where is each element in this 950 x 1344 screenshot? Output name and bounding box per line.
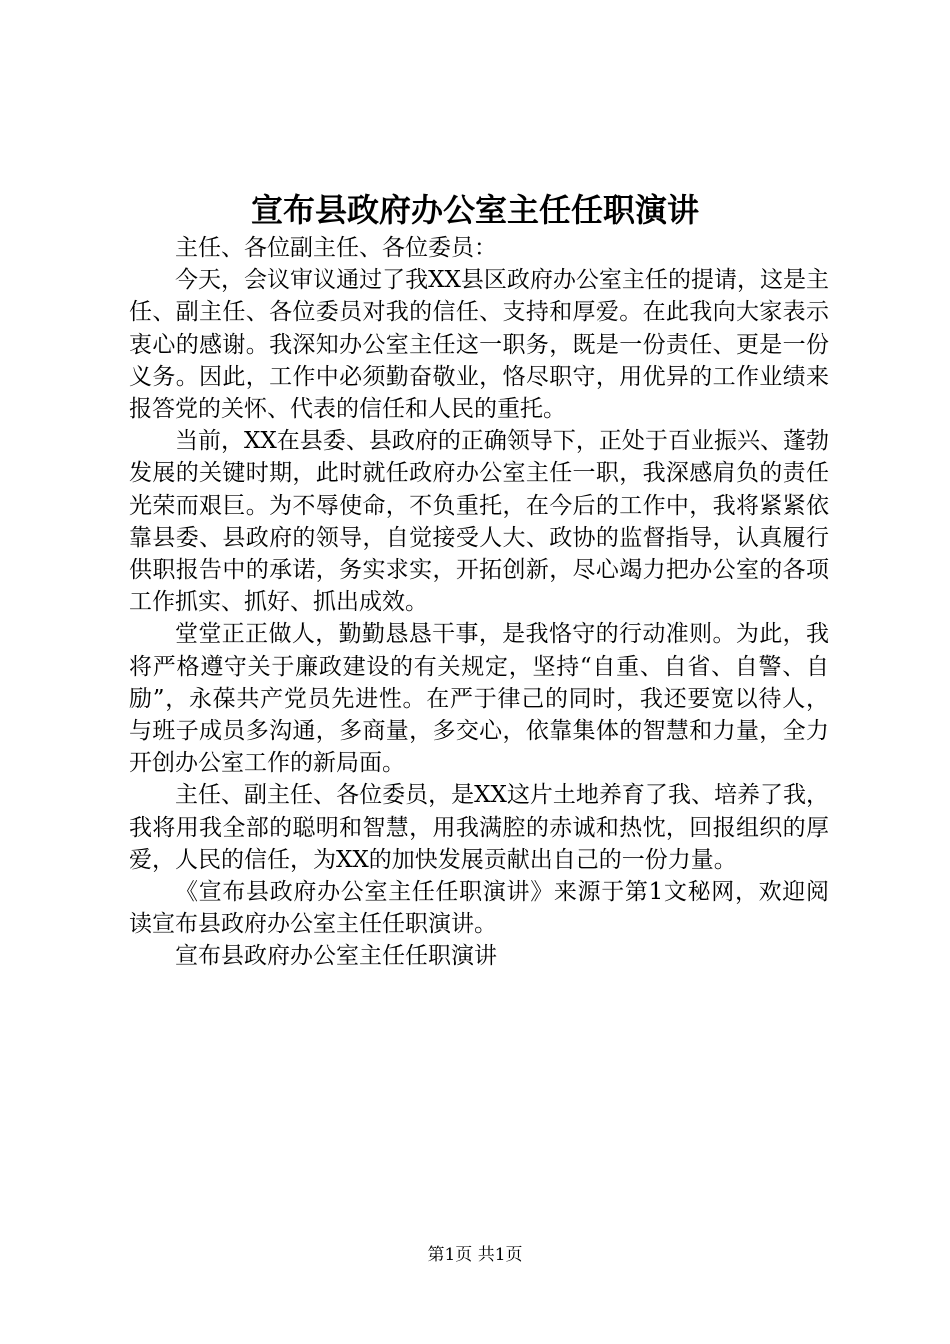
page-footer: 第1页 共1页 <box>427 1245 523 1265</box>
body-paragraph: 当前，XX在县委、县政府的正确领导下，正处于百业振兴、蓬勃发展的关键时期，此时就任政府办公室主任一职，我深感肩负的责任光荣而艰巨。为不辱使命，不负重托，在今后的工作中，我将紧紧依靠县委、县政府的领导，自觉接受人大、政协的监督指导，认真履行供职报告中的承诺，务实求实，开拓创新，尽心竭力把办公室的各项工作抓实、抓好、抓出成效。 <box>129 428 829 616</box>
closing-title-paragraph: 宣布县政府办公室主任任职演讲 <box>175 943 497 970</box>
source-note-paragraph: 《宣布县政府办公室主任任职演讲》来源于第1文秘网，欢迎阅读宣布县政府办公室主任任职演讲。 <box>129 879 829 938</box>
document-title: 宣布县政府办公室主任任职演讲 <box>250 191 699 229</box>
body-paragraph: 主任、副主任、各位委员，是XX这片土地养育了我、培养了我，我将用我全部的聪明和智慧，用我满腔的赤诚和热忱，回报组织的厚爱，人民的信任，为XX的加快发展贡献出自己的一份力量。 <box>129 782 829 873</box>
body-paragraph: 今天，会议审议通过了我XX县区政府办公室主任的提请，这是主任、副主任、各位委员对我的信任、支持和厚爱。在此我向大家表示衷心的感谢。我深知办公室主任这一职务，既是一份责任、更是一份义务。因此，工作中必须勤奋敬业，恪尽职守，用优异的工作业绩来报答党的关怀、代表的信任和人民的重托。 <box>129 267 829 423</box>
document-body <box>129 232 829 973</box>
salutation-paragraph: 主任、各位副主任、各位委员： <box>175 235 497 261</box>
body-paragraph: 堂堂正正做人，勤勤恳恳干事，是我恪守的行动准则。为此，我将严格遵守关于廉政建设的有关规定，坚持“自重、自省、自警、自励”，永葆共产党员先进性。在严于律己的同时，我还要宽以待人，与班子成员多沟通，多商量，多交心，依靠集体的智慧和力量，全力开创办公室工作的新局面。 <box>129 621 829 777</box>
